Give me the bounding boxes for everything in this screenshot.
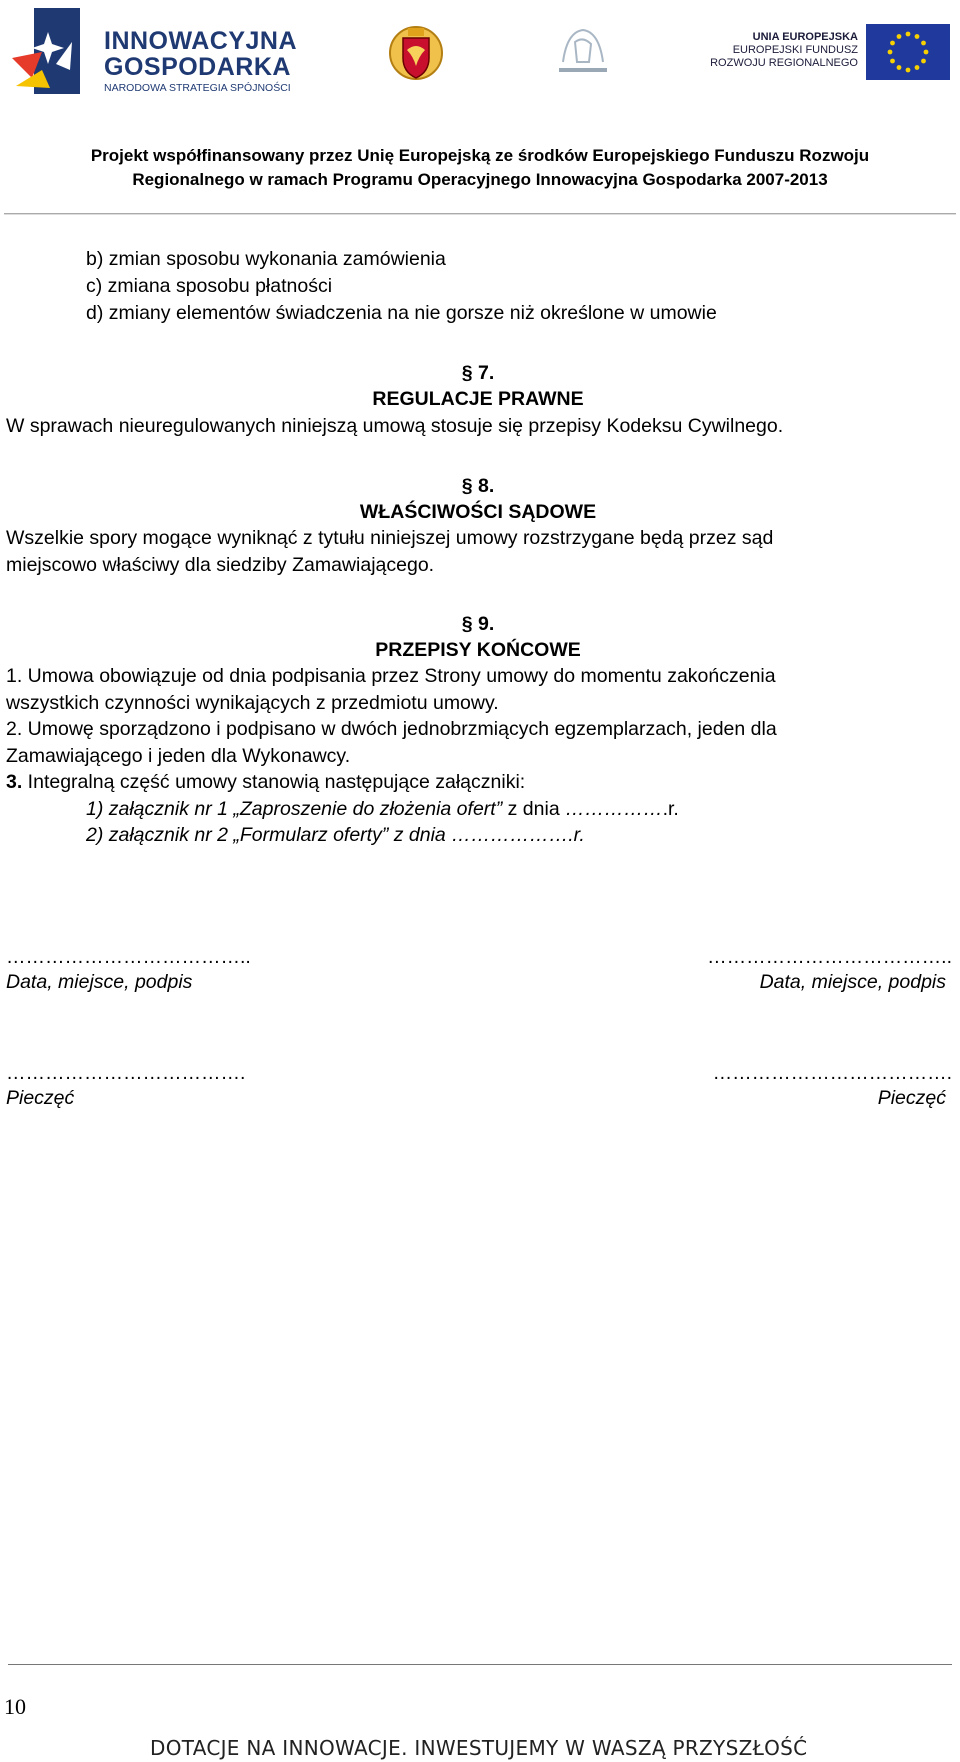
ig-logo-line2: GOSPODARKA [104, 53, 291, 81]
attachment-2-date-dots: ……………… [451, 824, 569, 846]
list-item-b: b) zmian sposobu wykonania zamówienia [86, 248, 446, 270]
footer-divider [8, 1664, 952, 1665]
stamp-label-left: Pieczęć [6, 1087, 75, 1109]
footer-slogan: DOTACJE NA INNOWACJE. INWESTUJEMY W WASZĄ PRZYSZŁOŚĆ [150, 1736, 808, 1760]
section-8-text-2: miejscowo właściwy dla siedziby Zamawiającego. [6, 554, 435, 576]
signature-label-right-1: Data, miejsce, podpis [759, 971, 946, 993]
clause-1-line-1: 1. Umowa obowiązuje od dnia podpisania przez Strony umowy do momentu zakończenia [6, 665, 776, 687]
attachment-1-date-dots: …………… [565, 798, 663, 820]
clause-2-line-1: 2. Umowę sporządzono i podpisano w dwóch jednobrzmiących egzemplarzach, jeden dla [6, 718, 777, 740]
eu-line1: UNIA EUROPEJSKA [752, 31, 858, 43]
project-line2: Regionalnego w ramach Programu Operacyjnego Innowacyjna Gospodarka 2007-2013 [132, 170, 828, 189]
list-item-c: c) zmiana sposobu płatności [86, 275, 333, 297]
stamp-label-right: Pieczęć [877, 1087, 946, 1109]
ig-logo-line3: NARODOWA STRATEGIA SPÓJNOŚCI [104, 82, 291, 94]
attachment-1-title: 1) załącznik nr 1 „Zaproszenie do złożenia ofert” [86, 798, 508, 820]
project-line1: Projekt współfinansowany przez Unię Europejską ze środków Europejskiego Funduszu Rozwoju [90, 146, 870, 165]
attachment-1-date-suffix: .r. [662, 798, 679, 820]
section-8-title: WŁAŚCIWOŚCI SĄDOWE [359, 501, 597, 523]
eu-line3: ROZWOJU REGIONALNEGO [710, 57, 858, 69]
section-9-number: § 9. [461, 613, 495, 635]
eu-line2: EUROPEJSKI FUNDUSZ [732, 44, 858, 56]
ig-star-icon [12, 8, 102, 94]
section-9-title: PRZEPISY KOŃCOWE [375, 639, 581, 661]
attachment-1 [86, 796, 679, 823]
signature-dots-left-1: ……………………………….. [6, 946, 251, 968]
clause-3-text: Integralną część umowy stanowią następujące załączniki: [22, 771, 526, 793]
attachment-2-date-suffix: .r. [568, 824, 585, 846]
signature-dots-right-1: ……………………………….. [707, 946, 952, 968]
attachment-1-date-label: z dnia [507, 798, 566, 820]
section-7-number: § 7. [461, 362, 495, 384]
ig-logo-line1: INNOWACYJNA [104, 27, 298, 55]
clause-2-line-2: Zamawiającego i jeden dla Wykonawcy. [6, 745, 351, 767]
section-7-text: W sprawach nieuregulowanych niniejszą umową stosuje się przepisy Kodeksu Cywilnego. [6, 415, 784, 437]
coat-of-arms-icon [389, 22, 443, 84]
page-number: 10 [4, 1694, 26, 1719]
section-8-number: § 8. [461, 475, 495, 497]
clause-1-line-2: wszystkich czynności wynikających z przedmiotu umowy. [6, 692, 499, 714]
stamp-dots-left: ………………………………. [6, 1062, 246, 1084]
attachment-2-title: 2) załącznik nr 2 „Formularz oferty” z dnia [86, 824, 452, 846]
signature-label-left-1: Data, miejsce, podpis [6, 971, 193, 993]
eu-logo [710, 22, 950, 80]
section-7-title: REGULACJE PRAWNE [372, 388, 584, 410]
project-statement [0, 144, 960, 192]
header-divider [4, 213, 956, 215]
innowacyjna-gospodarka-logo [12, 8, 298, 94]
clause-3 [6, 769, 525, 796]
attachment-2 [86, 822, 585, 849]
clause-3-number: 3. [6, 771, 23, 793]
section-8-text-1: Wszelkie spory mogące wyniknąć z tytułu niniejszej umowy rozstrzygane będą przez sąd [6, 527, 774, 549]
eu-flag-icon [866, 24, 950, 80]
foundation-logo [553, 22, 613, 80]
foundation-emblem-icon [553, 22, 613, 80]
stamp-dots-right: ………………………………. [712, 1062, 952, 1084]
list-item-d: d) zmiany elementów świadczenia na nie gorsze niż określone w umowie [86, 302, 717, 324]
